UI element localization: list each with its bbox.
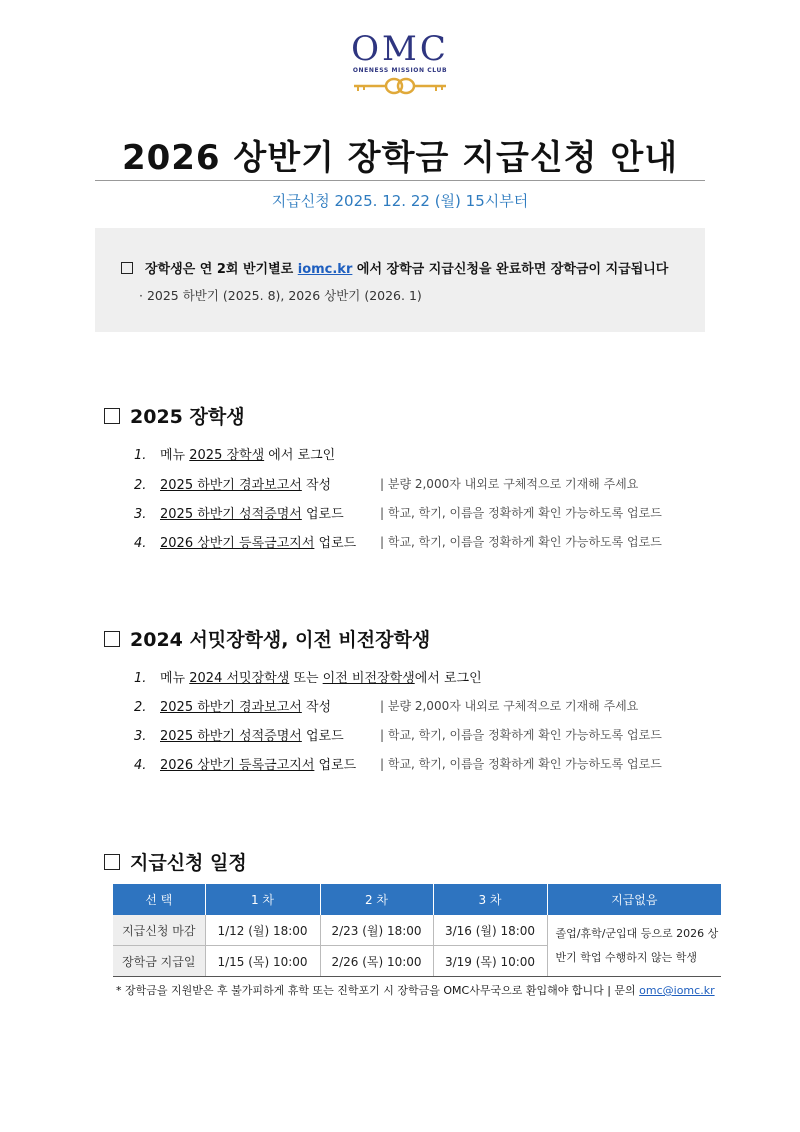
list-item — [134, 503, 344, 522]
list-item — [134, 532, 356, 551]
item-text: 업로드 — [301, 507, 344, 522]
item-number: 1. — [134, 671, 147, 686]
contact-email-link[interactable]: omc@iomc.kr — [639, 984, 715, 997]
checkbox-icon — [104, 408, 120, 424]
table-cell: 3/19 (목) 10:00 — [433, 946, 547, 977]
item-text: 에서 로그인 — [414, 671, 482, 686]
section-2025-label: 2025 장학생 — [130, 406, 245, 428]
item-link[interactable]: 2025 장학생 — [189, 448, 265, 463]
notice-site-link[interactable]: iomc.kr — [297, 262, 353, 277]
table-cell: 1/12 (월) 18:00 — [205, 915, 320, 946]
notice-text-pre: 장학생은 연 2회 반기별로 — [145, 262, 298, 277]
row-label: 장학금 지급일 — [113, 946, 205, 977]
section-2024-title — [104, 625, 430, 652]
item-link[interactable]: 이전 비전장학생 — [322, 671, 415, 686]
list-item — [134, 474, 331, 493]
schedule-table — [113, 884, 721, 977]
section-2025-title — [104, 402, 245, 429]
item-link[interactable]: 2025 하반기 성적증명서 — [160, 729, 302, 744]
item-text: 메뉴 — [160, 448, 190, 463]
item-text: 작성 — [301, 700, 332, 715]
footnote-text: * 장학금을 지원받은 후 불가피하게 휴학 또는 진학포기 시 장학금을 OMC사무국으로 환입해야 합니다 | 문의 — [116, 984, 640, 997]
table-cell: 1/15 (목) 10:00 — [205, 946, 320, 977]
item-text: 메뉴 — [160, 671, 190, 686]
list-item — [134, 696, 331, 715]
section-schedule-label: 지급신청 일정 — [130, 852, 247, 874]
table-header: 2 차 — [320, 884, 433, 915]
notice-main — [121, 258, 668, 277]
page-subtitle: 지급신청 2025. 12. 22 (월) 15시부터 — [271, 192, 529, 210]
item-text: 업로드 — [314, 536, 357, 551]
section-schedule-title — [104, 848, 247, 875]
table-cell: 2/26 (목) 10:00 — [320, 946, 433, 977]
item-text: 업로드 — [314, 758, 357, 773]
item-link[interactable]: 2025 하반기 경과보고서 — [160, 700, 302, 715]
table-header-row — [113, 884, 721, 915]
item-number: 3. — [134, 729, 147, 744]
list-item — [134, 754, 356, 773]
item-note: | 학교, 학기, 이름을 정확하게 확인 가능하도록 업로드 — [380, 506, 662, 520]
no-payment-cell: 졸업/휴학/군입대 등으로 2026 상반기 학업 수행하지 않는 학생 — [547, 915, 721, 977]
item-note: | 학교, 학기, 이름을 정확하게 확인 가능하도록 업로드 — [380, 757, 662, 771]
row-label: 지급신청 마감 — [113, 915, 205, 946]
table-row — [113, 915, 721, 946]
item-number: 2. — [134, 700, 147, 715]
notice-sub: · 2025 하반기 (2025. 8), 2026 상반기 (2026. 1) — [139, 288, 422, 303]
list-item — [134, 725, 344, 744]
checkbox-icon — [104, 854, 120, 870]
table-header: 3 차 — [433, 884, 547, 915]
logo-tagline: ONENESS MISSION CLUB — [352, 67, 448, 74]
item-text: 작성 — [301, 478, 332, 493]
item-text: 에서 로그인 — [264, 448, 336, 463]
item-link[interactable]: 2025 하반기 경과보고서 — [160, 478, 302, 493]
table-header: 지급없음 — [547, 884, 721, 915]
omc-logo — [330, 30, 470, 100]
notice-box — [95, 228, 705, 332]
item-note: | 분량 2,000자 내외로 구체적으로 기재해 주세요 — [380, 699, 639, 713]
checkbox-icon — [104, 631, 120, 647]
item-link[interactable]: 2026 상반기 등록금고지서 — [160, 758, 315, 773]
item-number: 4. — [134, 536, 147, 551]
table-cell: 3/16 (월) 18:00 — [433, 915, 547, 946]
logo-key-icon — [350, 76, 450, 98]
item-number: 4. — [134, 758, 147, 773]
page-title: 2026 상반기 장학금 지급신청 안내 — [121, 138, 679, 178]
item-number: 3. — [134, 507, 147, 522]
logo-brand: OMC — [351, 29, 449, 69]
list-item — [134, 444, 335, 463]
item-link[interactable]: 2024 서밋장학생 — [189, 671, 290, 686]
table-header: 선 택 — [113, 884, 205, 915]
item-link[interactable]: 2026 상반기 등록금고지서 — [160, 536, 315, 551]
item-text: 업로드 — [301, 729, 344, 744]
item-note: | 학교, 학기, 이름을 정확하게 확인 가능하도록 업로드 — [380, 535, 662, 549]
section-2024-label: 2024 서밋장학생, 이전 비전장학생 — [130, 629, 431, 651]
footnote — [116, 982, 715, 998]
item-text: 또는 — [289, 671, 323, 686]
item-note: | 학교, 학기, 이름을 정확하게 확인 가능하도록 업로드 — [380, 728, 662, 742]
item-number: 2. — [134, 478, 147, 493]
checkbox-icon — [121, 262, 133, 274]
table-header: 1 차 — [205, 884, 320, 915]
item-note: | 분량 2,000자 내외로 구체적으로 기재해 주세요 — [380, 477, 639, 491]
item-number: 1. — [134, 448, 147, 463]
item-link[interactable]: 2025 하반기 성적증명서 — [160, 507, 302, 522]
table-cell: 2/23 (월) 18:00 — [320, 915, 433, 946]
list-item — [134, 667, 482, 686]
title-divider — [95, 180, 705, 181]
notice-text-post: 에서 장학금 지급신청을 완료하면 장학금이 지급됩니다 — [352, 262, 669, 277]
